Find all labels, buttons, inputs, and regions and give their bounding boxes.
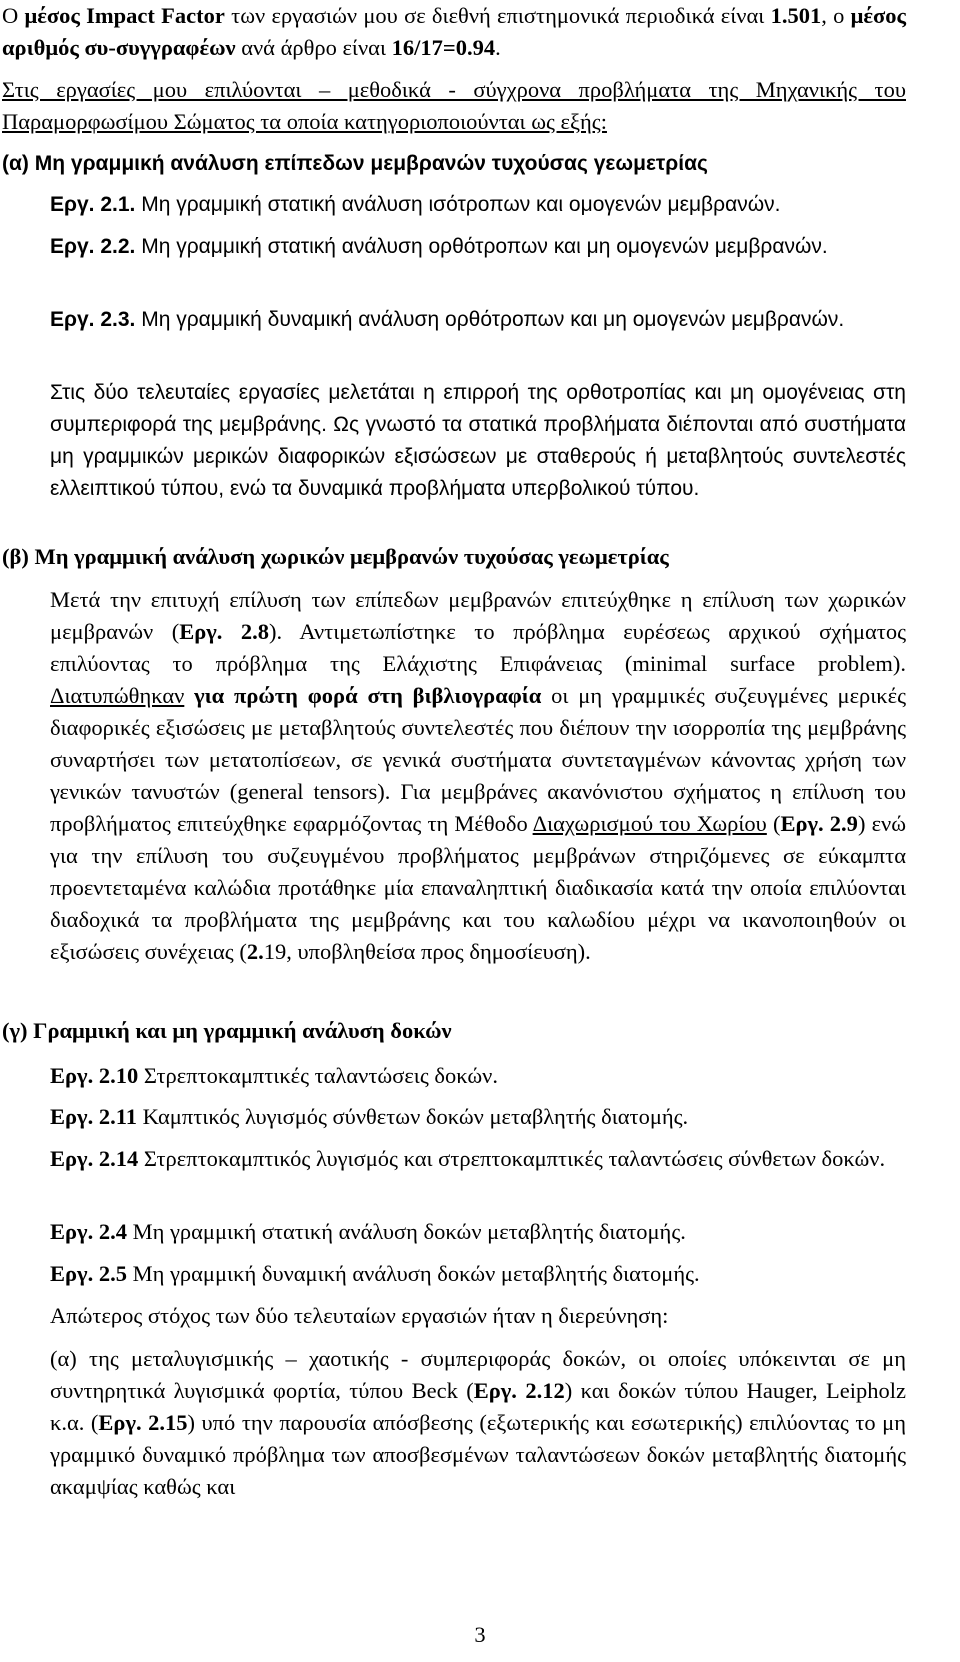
item-text: Στρεπτοκαμπτικός λυγισμός και στρεπτοκαμπτικές ταλαντώσεις σύνθετων δοκών. <box>138 1146 886 1171</box>
section-a-item <box>50 304 906 336</box>
underlined-text: Διαχωρισμού του Χωρίου <box>532 811 767 836</box>
text-run: , ο <box>821 3 851 28</box>
text-run: Μετά την επιτυχή επίλυση των επίπεδων μεμβρανών επιτεύχθηκε η επίλυση των χωρικών μεμβρανών ( <box>50 587 906 644</box>
text-run: 19, υποβληθείσα προς δημοσίευση). <box>263 939 591 964</box>
impact-factor-label: μέσος Impact Factor <box>24 3 225 28</box>
work-reference: Εργ. 2.4 <box>50 1219 127 1244</box>
work-reference: Εργ. 2.9 <box>780 811 858 836</box>
work-reference: Εργ. 2.11 <box>50 1104 137 1129</box>
impact-factor-paragraph <box>2 0 906 64</box>
section-c-final-paragraph <box>50 1343 906 1503</box>
section-a-item <box>50 189 906 221</box>
section-c-item <box>50 1060 906 1092</box>
section-c-item <box>50 1216 906 1248</box>
work-reference: Εργ. 2.14 <box>50 1146 139 1171</box>
research-aim-line: Απώτερος στόχος των δύο τελευταίων εργασιών ήταν η διερεύνηση: <box>50 1303 669 1328</box>
section-a-paragraph: Στις δύο τελευταίες εργασίες μελετάται η επιρροή της ορθοτροπίας και μη ομογένειας στη συμπεριφορά της μεμβράνης. Ως γνωστό τα στατικά προβλήματα διέπονται από συστήματα μη γραμμικών μερικών διαφορικών εξισώσεων με σταθερούς ή μεταβλητούς συντελεστές ελλειπτικού τύπου, ενώ τα δυναμικά προβλήματα υπερβολικού τύπου. <box>50 381 906 500</box>
work-reference: Εργ. 2.15 <box>98 1410 188 1435</box>
text-run: ) ενώ για την επίλυση του συζευγμένου προβλήματος μεμβράνων στηριζόμενες σε εύκαμπτα προεντεταμένα καλώδια προτάθηκε μία επαναληπτική διαδικασία κατά την οποία επιλύονται διαδοχικά τα προβλήματα της μεμβράνης και του καλωδίου μέχρι να ικανοποιηθούν οι εξισώσεις συνέχειας ( <box>50 811 906 964</box>
item-text: Μη γραμμική στατική ανάλυση δοκών μεταβλητής διατομής. <box>126 1219 686 1244</box>
work-reference: Εργ. 2.1. <box>50 193 136 216</box>
text-run: (α) της μεταλυγισμικής – χαοτικής - συμπεριφοράς δοκών, οι οποίες υπόκεινται σε μη συντηρητικά λυγισμικά φορτία, τύπου Beck ( <box>50 1346 906 1403</box>
work-reference: Εργ. 2.8 <box>179 619 270 644</box>
item-text: Καμπτικός λυγισμός σύνθετων δοκών μεταβλητής διατομής. <box>136 1104 689 1129</box>
work-reference: Εργ. 2.2. <box>50 235 136 258</box>
coauthors-label: μέσος αριθμός συ-συγγραφέων <box>2 3 907 60</box>
text-run: ) υπό την παρουσία απόσβεσης (εξωτερικής και εσωτερικής) επιλύοντας το μη γραμμικό δυναμικό πρόβλημα των αποσβεσμένων ταλαντώσεων δοκών μεταβλητής διατομής ακαμψίας καθώς και <box>50 1410 906 1499</box>
categories-intro-paragraph: Στις εργασίες μου επιλύονται – μεθοδικά - σύγχρονα προβλήματα της Μηχανικής του Παραμορφωσίμου Σώματος τα οποία κατηγοριοποιούνται ως εξής: <box>2 77 906 134</box>
section-a-item <box>50 231 906 263</box>
text-run: . <box>495 35 501 60</box>
text-run: των εργασιών μου σε διεθνή επιστημονικά περιοδικά είναι <box>224 3 771 28</box>
section-c-heading: (γ) Γραμμική και μη γραμμική ανάλυση δοκών <box>2 1018 452 1043</box>
text-run: ανά άρθρο είναι <box>235 35 392 60</box>
section-c-item <box>50 1101 906 1133</box>
work-reference: 2. <box>246 939 264 964</box>
first-in-literature-emphasis: για πρώτη φορά στη βιβλιογραφία <box>194 683 542 708</box>
impact-factor-value: 1.501 <box>770 3 822 28</box>
item-text: Μη γραμμική δυναμική ανάλυση ορθότροπων και μη ομογενών μεμβρανών. <box>135 308 845 331</box>
page-number: 3 <box>474 1622 486 1647</box>
work-reference: Εργ. 2.5 <box>50 1261 127 1286</box>
section-c-item <box>50 1143 906 1175</box>
text-run: ). Αντιμετωπίστηκε το πρόβλημα ευρέσεως αρχικού σχήματος επιλύοντας το πρόβλημα της Ελάχιστης Επιφάνειας (minimal surface problem). <box>50 619 907 676</box>
work-reference: Εργ. 2.3. <box>50 308 136 331</box>
text-run <box>184 683 194 708</box>
work-reference: Εργ. 2.12 <box>473 1378 565 1403</box>
text-run: ( <box>766 811 781 836</box>
coauthors-value: 16/17=0.94 <box>391 35 496 60</box>
section-b-heading: (β) Μη γραμμική ανάλυση χωρικών μεμβρανών τυχούσας γεωμετρίας <box>2 544 669 569</box>
text-run: οι μη γραμμικές συζευγμένες μερικές διαφορικές εξισώσεις με μεταβλητούς συντελεστές που διέπουν την ισορροπία της μεμβράνης συναρτήσει των μετατοπίσεων, σε γενικά συστήματα συντεταγμένων κάνοντας χρήση των γενικών τανυστών (general tensors). Για μεμβράνες ακανόνιστου σχήματος η επίλυση του προβλήματος επιτεύχθηκε εφαρμόζοντας τη Μέθοδο <box>50 683 906 836</box>
section-a-heading: (α) Μη γραμμική ανάλυση επίπεδων μεμβρανών τυχούσας γεωμετρίας <box>2 152 708 175</box>
work-reference: Εργ. 2.10 <box>50 1063 139 1088</box>
item-text: Μη γραμμική στατική ανάλυση ισότροπων και ομογενών μεμβρανών. <box>135 193 781 216</box>
item-text: Μη γραμμική στατική ανάλυση ορθότροπων και μη ομογενών μεμβρανών. <box>135 235 828 258</box>
text-run: ) και δοκών τύπου Hauger, Leipholz κ.α. ( <box>50 1378 906 1435</box>
item-text: Μη γραμμική δυναμική ανάλυση δοκών μεταβλητής διατομής. <box>126 1261 700 1286</box>
item-text: Στρεπτοκαμπτικές ταλαντώσεις δοκών. <box>138 1063 498 1088</box>
text-run: Ο <box>2 3 25 28</box>
section-c-item <box>50 1258 906 1290</box>
section-b-paragraph <box>50 584 906 968</box>
underlined-text: Διατυπώθηκαν <box>50 683 185 708</box>
